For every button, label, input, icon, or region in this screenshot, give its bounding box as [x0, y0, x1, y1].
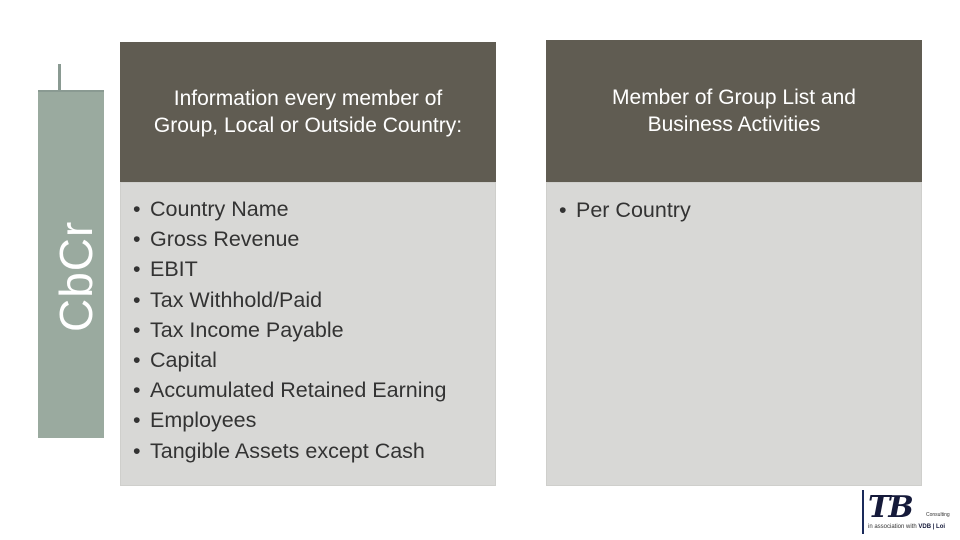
info-panel: [120, 42, 496, 486]
list-item: • Tax Income Payable: [133, 315, 446, 345]
logo-caption-prefix: in association with: [868, 524, 917, 530]
logo-subtext: Consulting: [926, 512, 950, 518]
info-panel-body: [120, 182, 496, 486]
list-item: • Tangible Assets except Cash: [133, 436, 446, 466]
logo-caption: [868, 524, 945, 530]
list-item: • Accumulated Retained Earning: [133, 375, 446, 405]
logo-divider: [862, 490, 864, 534]
logo-caption-brand: VDB | Loi: [918, 524, 946, 530]
member-list: [559, 195, 691, 225]
list-item: • Gross Revenue: [133, 224, 446, 254]
company-logo: [862, 490, 958, 536]
info-list: [133, 194, 446, 466]
list-item: • Country Name: [133, 194, 446, 224]
logo-mark: TB: [868, 490, 912, 525]
member-list-panel-body: [546, 182, 922, 486]
list-item: • Tax Withhold/Paid: [133, 285, 446, 315]
member-list-panel-header: Member of Group List and Business Activities: [546, 40, 922, 182]
list-item: • Per Country: [559, 195, 691, 225]
list-item: • EBIT: [133, 254, 446, 284]
side-title: CbCr: [50, 220, 102, 332]
list-item: • Capital: [133, 345, 446, 375]
info-panel-header: Information every member of Group, Local or Outside Country:: [120, 42, 496, 182]
member-list-panel: [546, 40, 922, 486]
list-item: • Employees: [133, 405, 446, 435]
